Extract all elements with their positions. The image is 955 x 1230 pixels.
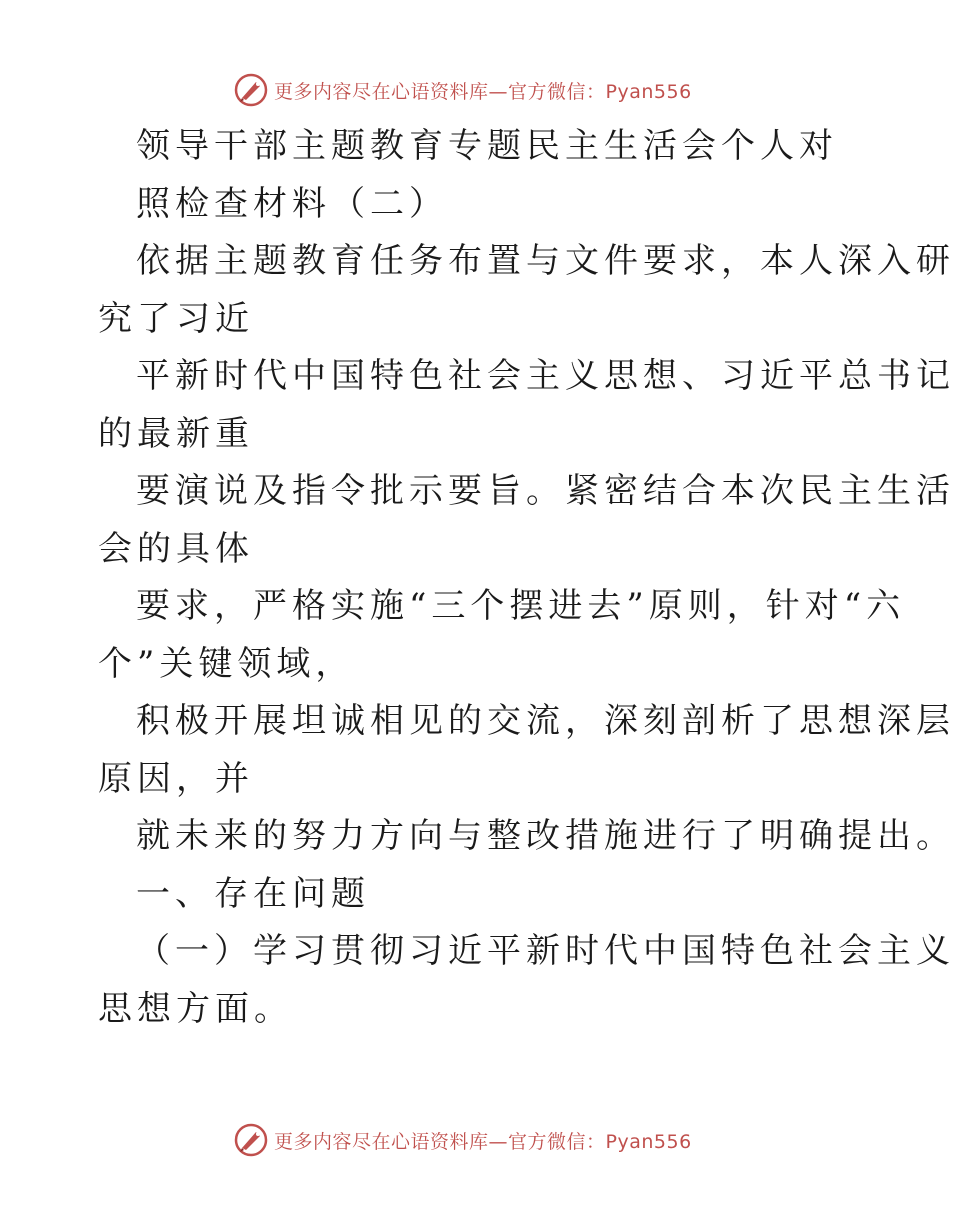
paragraph-line: 原因，并 (98, 758, 254, 799)
paragraph-line: 要求，严格实施“三个摆进去”原则，针对“六 (136, 586, 906, 626)
paragraph-line: 就未来的努力方向与整改措施进行了明确提出。 (136, 816, 955, 856)
footer-banner (234, 1120, 692, 1160)
paragraph-line: 的最新重 (98, 413, 254, 454)
paragraph-line: 积极开展坦诚相见的交流，深刻剖析了思想深层 (136, 701, 955, 741)
footer-banner-text: 更多内容尽在心语资料库—官方微信：Pyan556 (274, 1130, 692, 1153)
subsection-heading-continued: 思想方面。 (98, 988, 293, 1029)
pen-logo-icon (234, 73, 268, 107)
title-line-2: 照检查材料（二） (136, 183, 448, 224)
section-heading: 一、存在问题 (136, 873, 370, 914)
pen-logo-icon (234, 1123, 268, 1157)
paragraph-line: 依据主题教育任务布置与文件要求，本人深入研 (136, 241, 955, 281)
title-line-1: 领导干部主题教育专题民主生活会个人对 (136, 126, 838, 166)
header-banner-text: 更多内容尽在心语资料库—官方微信：Pyan556 (274, 80, 692, 103)
paragraph-line: 会的具体 (98, 528, 254, 569)
paragraph-line: 要演说及指令批示要旨。紧密结合本次民主生活 (136, 471, 955, 511)
subsection-heading: （一）学习贯彻习近平新时代中国特色社会主义 (136, 931, 955, 971)
paragraph-line: 究了习近 (98, 298, 254, 339)
paragraph-line: 个”关键领域， (98, 643, 355, 684)
paragraph-line: 平新时代中国特色社会主义思想、习近平总书记 (136, 356, 955, 396)
document-body (98, 118, 955, 1038)
header-banner (234, 70, 692, 110)
